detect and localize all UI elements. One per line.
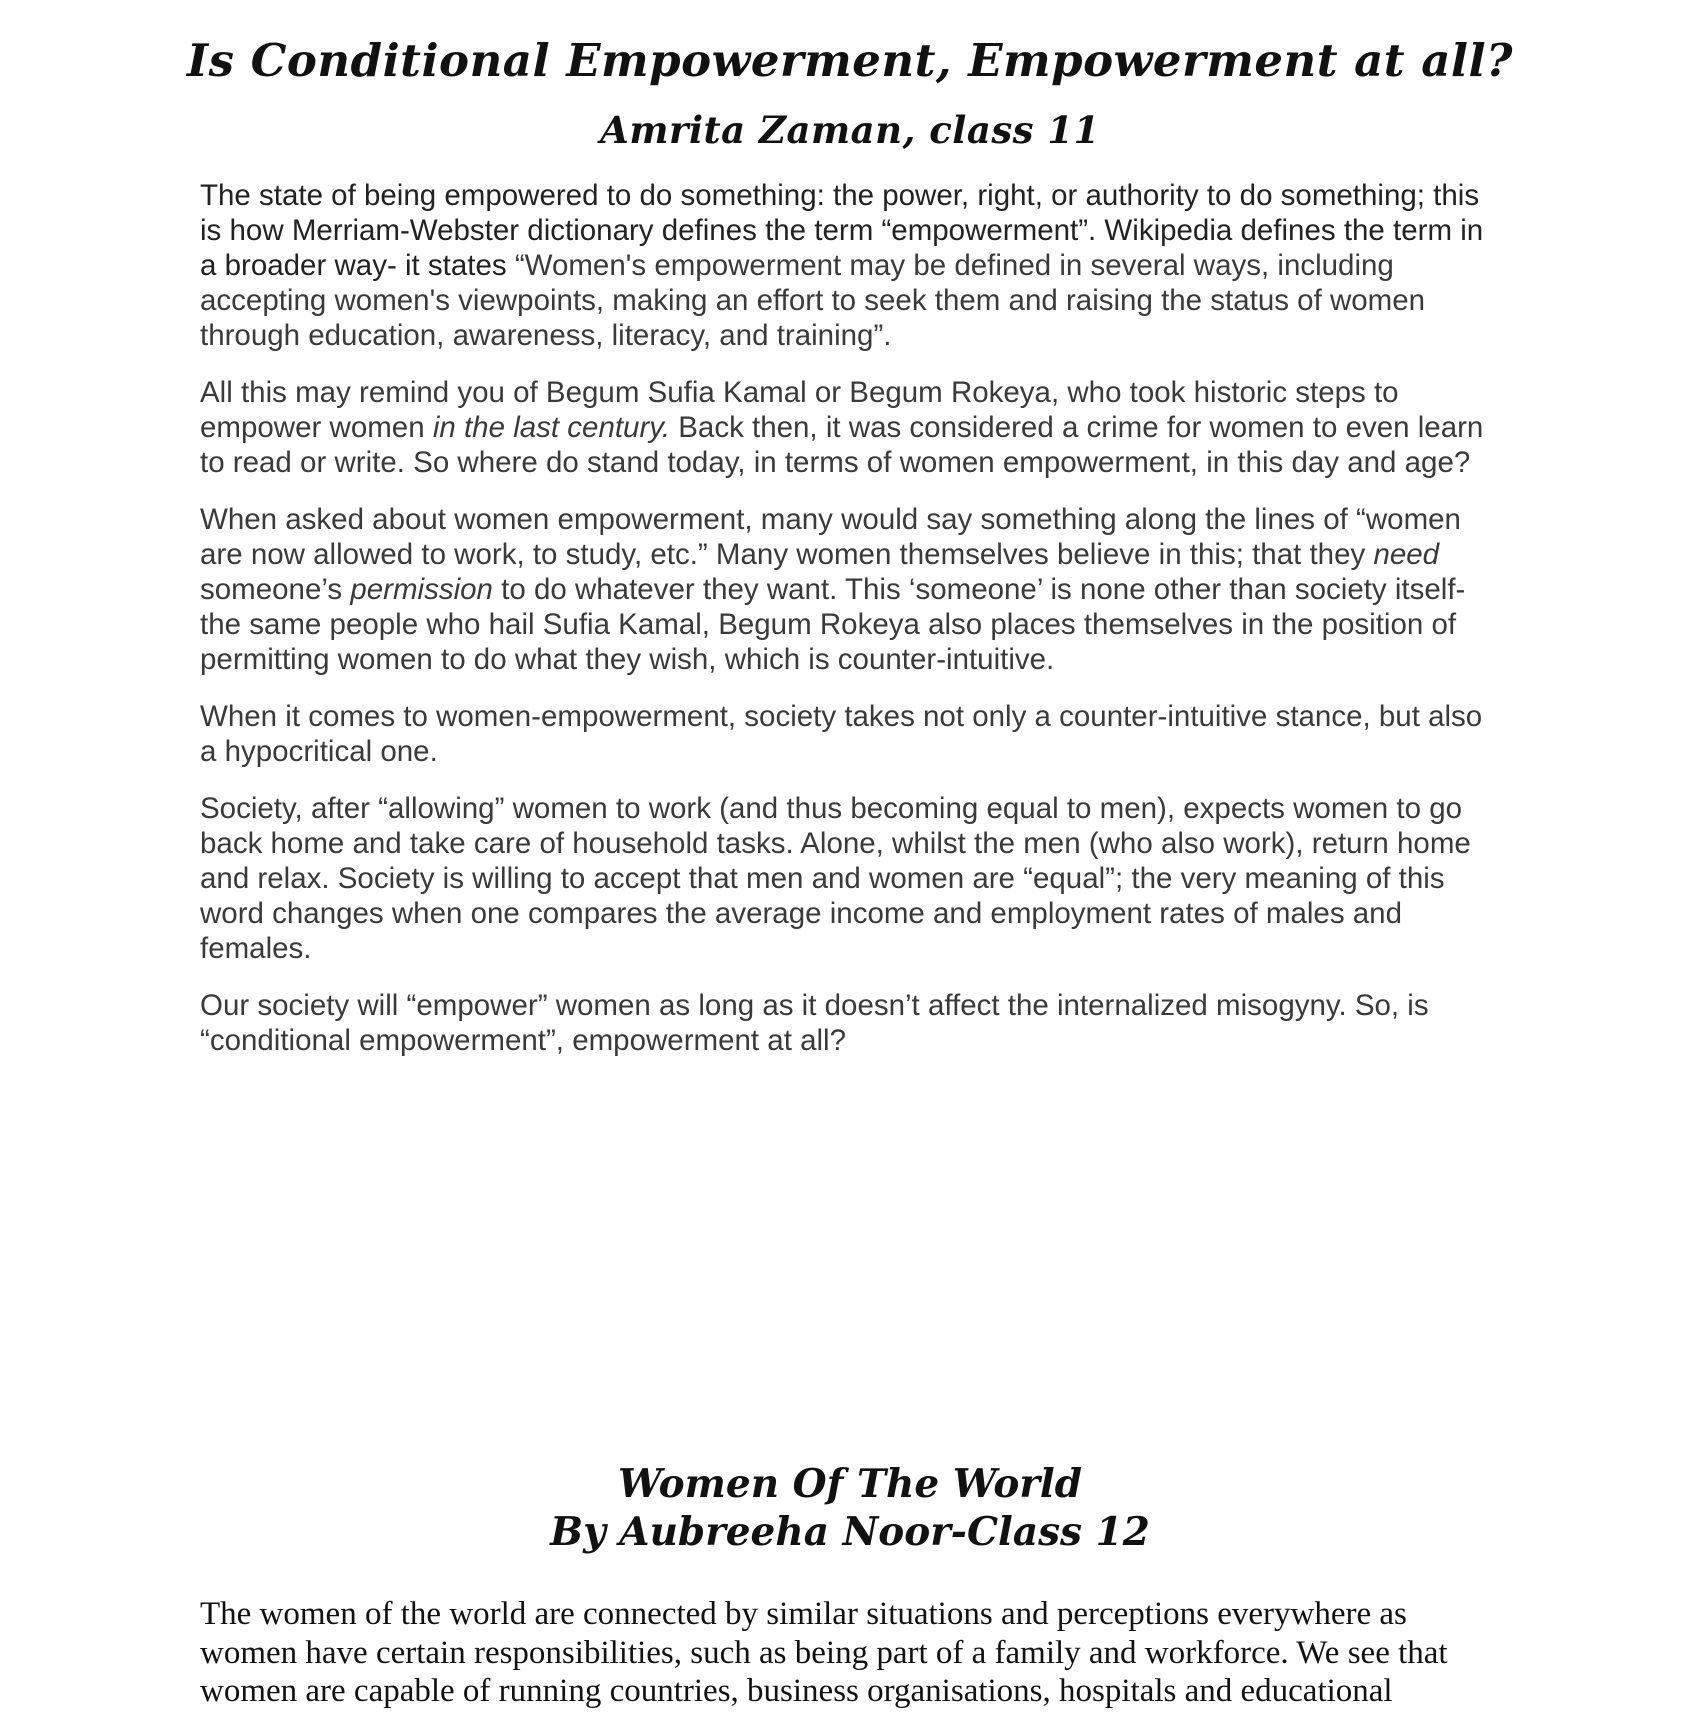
paragraph-2 (200, 375, 1500, 480)
paragraph-4: When it comes to women-empowerment, society takes not only a counter-intuitive stance, but also a hypocritical one. (200, 700, 1483, 768)
second-article-title: Women Of The World (617, 1461, 1082, 1507)
paragraph-3-part-c: to do whatever they want. This ‘someone’ is none other than society itself- the same people who hail Sufia Kamal, Begum Rokeya also places themselves in the position of permitting women to do what they wish, which is counter-intuitive. (200, 573, 1466, 676)
paragraph-2-part-b: Back then, it was considered a crime for women to even learn to read or write. So where do stand today, in terms of women empowerment, in this day and age? (200, 411, 1484, 479)
paragraph-3-part-b: someone’s (200, 573, 351, 606)
article-title: Is Conditional Empowerment, Empowerment at all? (187, 34, 1513, 87)
article-body (200, 178, 1500, 1080)
second-article-body (200, 1595, 1510, 1711)
paragraph-3-part-a: When asked about women empowerment, many would say something along the lines of “women are now allowed to work, to study, etc.” Many women themselves believe in this; that they (200, 503, 1461, 571)
paragraph-3 (200, 502, 1500, 677)
paragraph-3-emphasis-need: need (1373, 538, 1440, 571)
second-article-byline: By Aubreeha Noor-Class 12 (550, 1509, 1150, 1555)
article-byline: Amrita Zaman, class 11 (600, 108, 1100, 152)
paragraph-3-emphasis-permission: permission (350, 573, 493, 606)
paragraph-5: Society, after “allowing” women to work (and thus becoming equal to men), expects women to go back home and take care of household tasks. Alone, whilst the men (who also work), return home and relax. Society is willing to accept that men and women are “equal”; the very meaning of this word changes when one compares the average income and employment rates of males and females. (200, 792, 1471, 965)
second-article-paragraph-1: The women of the world are connected by similar situations and perceptions everywhere as women have certain responsibilities, such as being part of a family and workforce. We see that women are capable of running countries, business organisations, hospitals and educational (200, 1596, 1448, 1709)
paragraph-2-part-a: All this may remind you of Begum Sufia Kamal or Begum Rokeya, who took historic steps to empower women (200, 376, 1399, 444)
paragraph-2-emphasis: in the last century. (432, 411, 671, 444)
paragraph-1-quote: “Women's empowerment may be defined in several ways, including accepting women's viewpoints, making an effort to seek them and raising the status of women through education, awareness, literacy, and training”. (200, 249, 1426, 352)
paragraph-6: Our society will “empower” women as long as it doesn’t affect the internalized misogyny. So, is “conditional empowerment”, empowerment at all? (200, 989, 1429, 1057)
paragraph-1-part-a: The state of being empowered to do something: the power, right, or authority to do something; this is how Merriam-Webster dictionary defines the term “empowerment”. Wikipedia defines the term in a broader way- it states (200, 179, 1484, 282)
paragraph-1 (200, 178, 1500, 353)
